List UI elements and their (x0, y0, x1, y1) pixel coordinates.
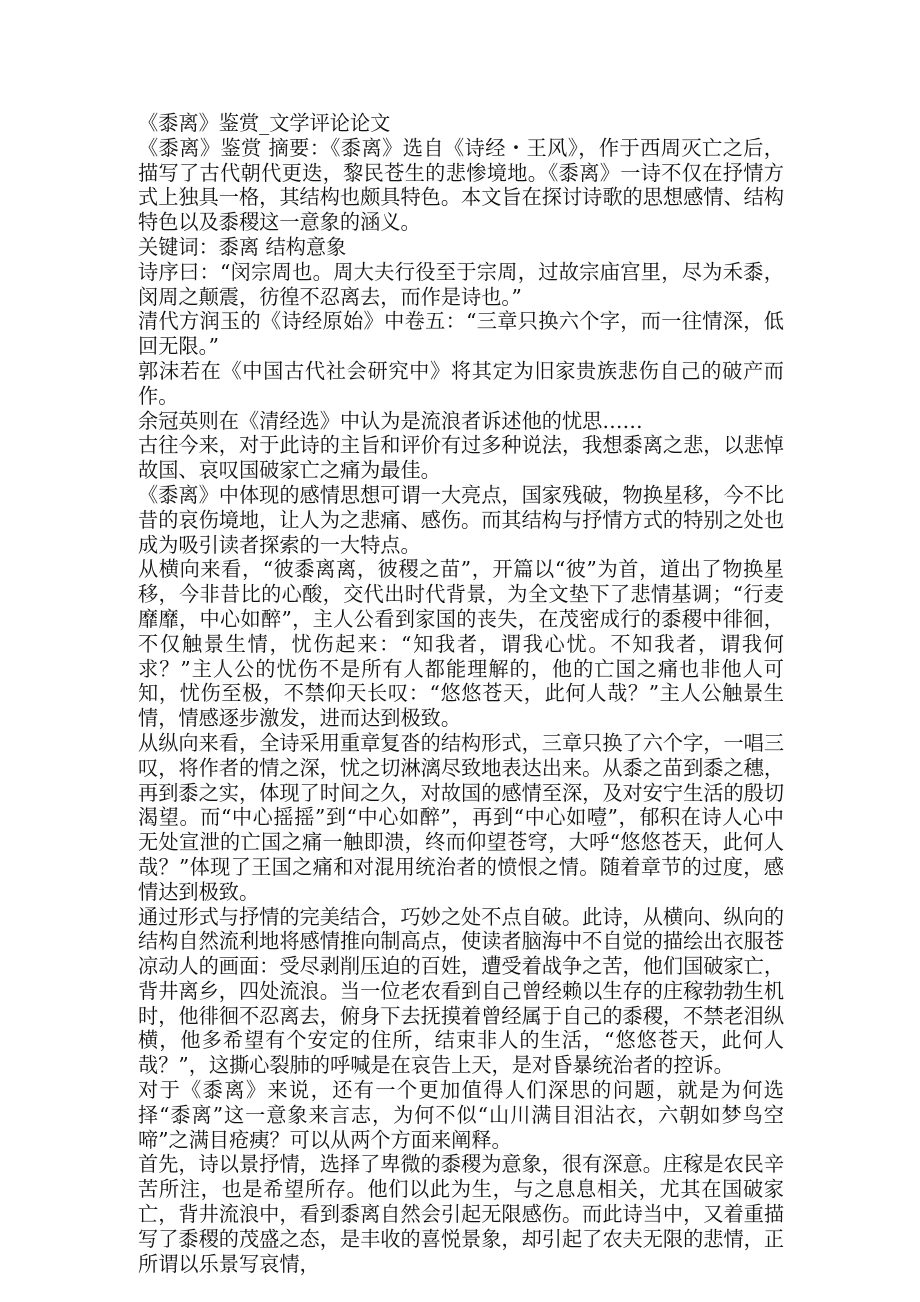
paragraph: 余冠英则在《清经选》中认为是流浪者诉述他的忧思…… (138, 408, 643, 433)
document-body (138, 111, 784, 1276)
paragraph-abstract: 《黍离》鉴赏 摘要：《黍离》选自《诗经・王风》，作于西周灭亡之后，描写了古代朝代更迭，黎民苍生的悲惨境地。《黍离》一诗不仅在抒情方式上独具一格，其结构也颇具特色。本文旨在探讨诗歌的思想感情、结构特色以及黍稷这一意象的涵义。 (138, 135, 785, 235)
paragraph: 清代方润玉的《诗经原始》中卷五：“三章只换六个字，而一往情深，低回无限。” (138, 309, 784, 359)
document-title: 《黍离》鉴赏_文学评论论文 (138, 111, 391, 135)
paragraph: 通过形式与抒情的完美结合，巧妙之处不点自破。此诗，从横向、纵向的结构自然流利地将感情推向制高点，使读者脑海中不自觉的描绘出衣服苍凉动人的画面：受尽剥削压迫的百姓，遭受着战争之苦，他们国破家亡，背井离乡，四处流浪。当一位老农看到自己曾经赖以生存的庄稼勃勃生机时，他徘徊不忍离去，俯身下去抚摸着曾经属于自己的黍稷，不禁老泪纵横，他多希望有个安定的住所，结束非人的生活，“悠悠苍天，此何人哉？”，这撕心裂肺的呼喊是在哀告上天，是对昏暴统治者的控诉。 (138, 904, 785, 1078)
paragraph: 《黍离》中体现的感情思想可谓一大亮点，国家残破，物换星移，今不比昔的哀伤境地，让人为之悲痛、感伤。而其结构与抒情方式的特别之处也成为吸引读者探索的一大特点。 (138, 482, 785, 557)
paragraph: 郭沫若在《中国古代社会研究中》将其定为旧家贵族悲伤自己的破产而作。 (138, 358, 784, 408)
paragraph: 古往今来，对于此诗的主旨和评价有过多种说法，我想黍离之悲，以悲悼故国、哀叹国破家亡之痛为最佳。 (138, 433, 785, 483)
paragraph: 从横向来看，“彼黍离离，彼稷之苗”，开篇以“彼”为首，道出了物换星移，今非昔比的心酸，交代出时代背景，为全文垫下了悲情基调；“行麦靡靡，中心如醉”，主人公看到家国的丧失，在茂密成行的黍稷中徘徊，不仅触景生情，忧伤起来：“知我者，谓我心忧。不知我者，谓我何求？”主人公的忧伤不是所有人都能理解的，他的亡国之痛也非他人可知，忧伤至极，不禁仰天长叹：“悠悠苍天，此何人哉？”主人公触景生情，情感逐步激发，进而达到极致。 (138, 557, 784, 731)
paragraph: 对于《黍离》来说，还有一个更加值得人们深思的问题，就是为何选择“黍离”这一意象来言志，为何不似“山川满目泪沾衣，六朝如梦鸟空啼”之满目疮痍？可以从两个方面来阐释。 (138, 1078, 784, 1152)
paragraph: 从纵向来看，全诗采用重章复沓的结构形式，三章只换了六个字，一唱三叹，将作者的情之深，忧之切淋漓尽致地表达出来。从黍之苗到黍之穗，再到黍之实，体现了时间之久，对故国的感情至深，及对安宁生活的殷切渴望。而“中心摇摇”到“中心如醉”，再到“中心如噎”，郁积在诗人心中无处宣泄的亡国之痛一触即溃，终而仰望苍穹，大呼“悠悠苍天，此何人哉？”体现了王国之痛和对混用统治者的愤恨之情。随着章节的过度，感情达到极致。 (138, 730, 785, 904)
paragraph-keywords: 关键词：黍离 结构意象 (138, 234, 347, 259)
paragraph: 诗序曰：“闵宗周也。周大夫行役至于宗周，过故宗庙宫里，尽为禾黍，闵周之颠震，彷徨不忍离去，而作是诗也。” (138, 259, 784, 309)
paragraph: 首先，诗以景抒情，选择了卑微的黍稷为意象，很有深意。庄稼是农民辛苦所注，也是希望所存。他们以此为生，与之息息相关，尤其在国破家亡，背井流浪中，看到黍离自然会引起无限感伤。而此诗当中，又着重描写了黍稷的茂盛之态，是丰收的喜悦景象，却引起了农夫无限的悲情，正所谓以乐景写哀情， (138, 1152, 785, 1276)
